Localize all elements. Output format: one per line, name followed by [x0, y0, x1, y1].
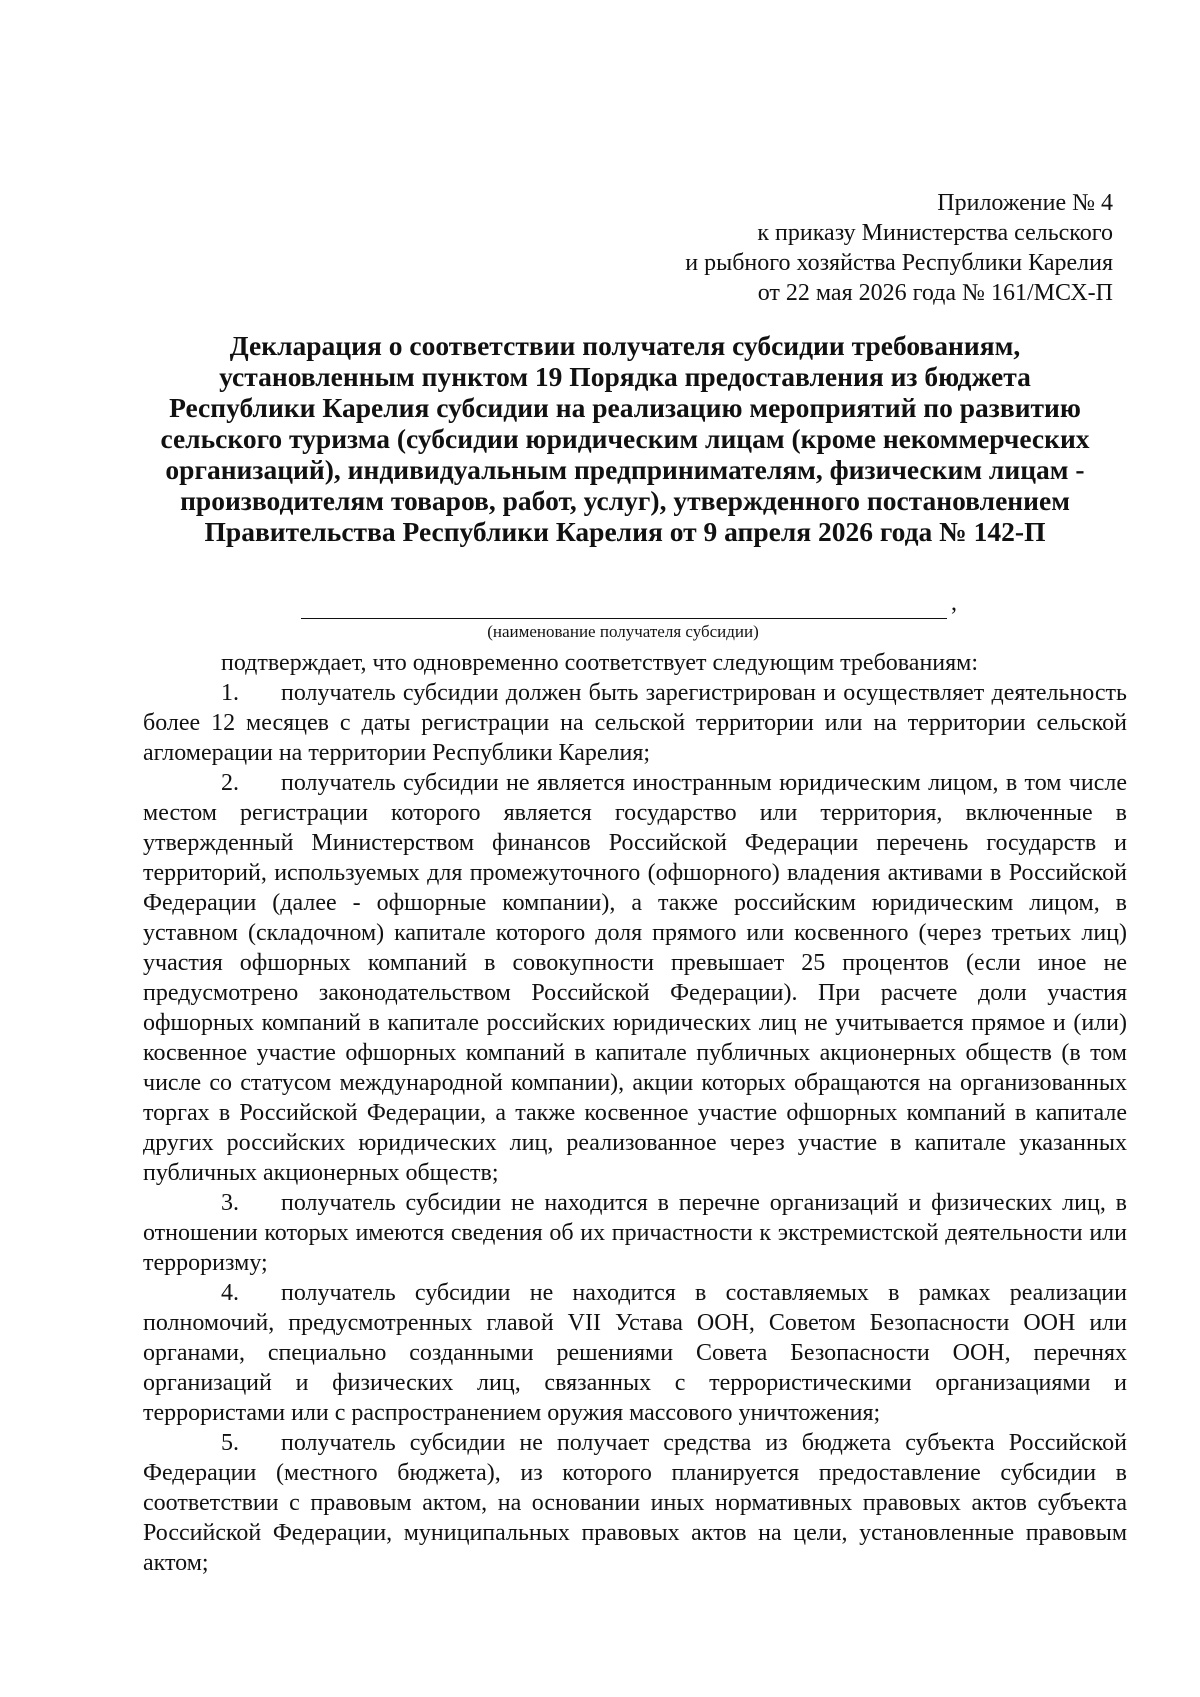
requirement-text: получатель субсидии не является иностранным юридическим лицом, в том числе местом регистрации которого является государство или территория, включенные в утвержденный Министерством финансов Российской Федерации перечень государств и территорий, используемых для промежуточного (офшорного) владения активами в Российской Федерации (далее - офшорные компании), а также российским юридическим лицом, в уставном (складочном) капитале которого доля прямого или косвенного (через третьих лиц) участия офшорных компаний в совокупности превышает 25 процентов (если иное не предусмотрено законодательством Российской Федерации). При расчете доли участия офшорных компаний в капитале российских юридических лиц не учитывается прямое и (или) косвенное участие офшорных компаний в капитале публичных акционерных обществ (в том числе со статусом международной компании), акции которых обращаются на организованных торгах в Российской Федерации, а также косвенное участие офшорных компаний в капитале других российских юридических лиц, реализованное через участие в капитале указанных публичных акционерных обществ; [143, 770, 1127, 1186]
appendix-ministry-line: и рыбного хозяйства Республики Карелия [685, 250, 1113, 276]
recipient-name-block [300, 590, 960, 643]
requirement-number: 5. [221, 1430, 239, 1456]
requirement-item [143, 1188, 1127, 1278]
requirement-number: 2. [221, 770, 239, 796]
requirement-number: 4. [221, 1280, 239, 1306]
requirement-text: получатель субсидии должен быть зарегистрирован и осуществляет деятельность более 12 месяцев с даты регистрации на сельской территории или на территории сельской агломерации на территории Республики Карелия; [143, 680, 1127, 766]
title-line: Декларация о соответствии получателя субсидии требованиям, [229, 330, 1021, 361]
appendix-reference [513, 188, 1113, 308]
requirement-item [143, 1278, 1127, 1428]
requirement-item [143, 768, 1127, 1188]
requirement-text: получатель субсидии не находится в перечне организаций и физических лиц, в отношении которых имеются сведения об их причастности к экстремистской деятельности или терроризму; [143, 1190, 1127, 1276]
title-line: Республики Карелия субсидии на реализацию мероприятий по развитию [169, 392, 1081, 423]
recipient-name-field[interactable] [301, 590, 957, 619]
declaration-body [143, 648, 1127, 1578]
recipient-name-comma: , [951, 590, 957, 616]
requirement-number: 1. [221, 680, 239, 706]
appendix-order-line: к приказу Министерства сельского [757, 220, 1113, 246]
requirement-text: получатель субсидии не находится в составляемых в рамках реализации полномочий, предусмотренных главой VII Устава ООН, Советом Безопасности ООН или органами, специально созданными решениями Совета Безопасности ООН, перечнях организаций и физических лиц, связанных с террористическими организациями и террористами или с распространением оружия массового уничтожения; [143, 1280, 1127, 1426]
title-line: производителям товаров, работ, услуг), утвержденного постановлением [180, 485, 1070, 516]
document-title [140, 330, 1110, 547]
title-line: Правительства Республики Карелия от 9 апреля 2026 года № 142-П [204, 516, 1046, 547]
requirement-item [143, 1428, 1127, 1578]
appendix-date-line: от 22 мая 2026 года № 161/МСХ-П [757, 280, 1113, 306]
requirement-item [143, 678, 1127, 768]
title-line: установленным пунктом 19 Порядка предоставления из бюджета [219, 361, 1031, 392]
recipient-name-caption: (наименование получателя субсидии) [487, 622, 759, 641]
title-line: сельского туризма (субсидии юридическим лицам (кроме некоммерческих [160, 423, 1090, 454]
appendix-number: Приложение № 4 [937, 190, 1113, 216]
declaration-intro: подтверждает, что одновременно соответствует следующим требованиям: [221, 650, 979, 676]
requirement-number: 3. [221, 1190, 239, 1216]
requirement-text: получатель субсидии не получает средства из бюджета субъекта Российской Федерации (местного бюджета), из которого планируется предоставление субсидии в соответствии с правовым актом, на основании иных нормативных правовых актов субъекта Российской Федерации, муниципальных правовых актов на цели, установленные правовым актом; [143, 1430, 1127, 1576]
title-line: организаций), индивидуальным предпринимателям, физическим лицам - [165, 454, 1085, 485]
